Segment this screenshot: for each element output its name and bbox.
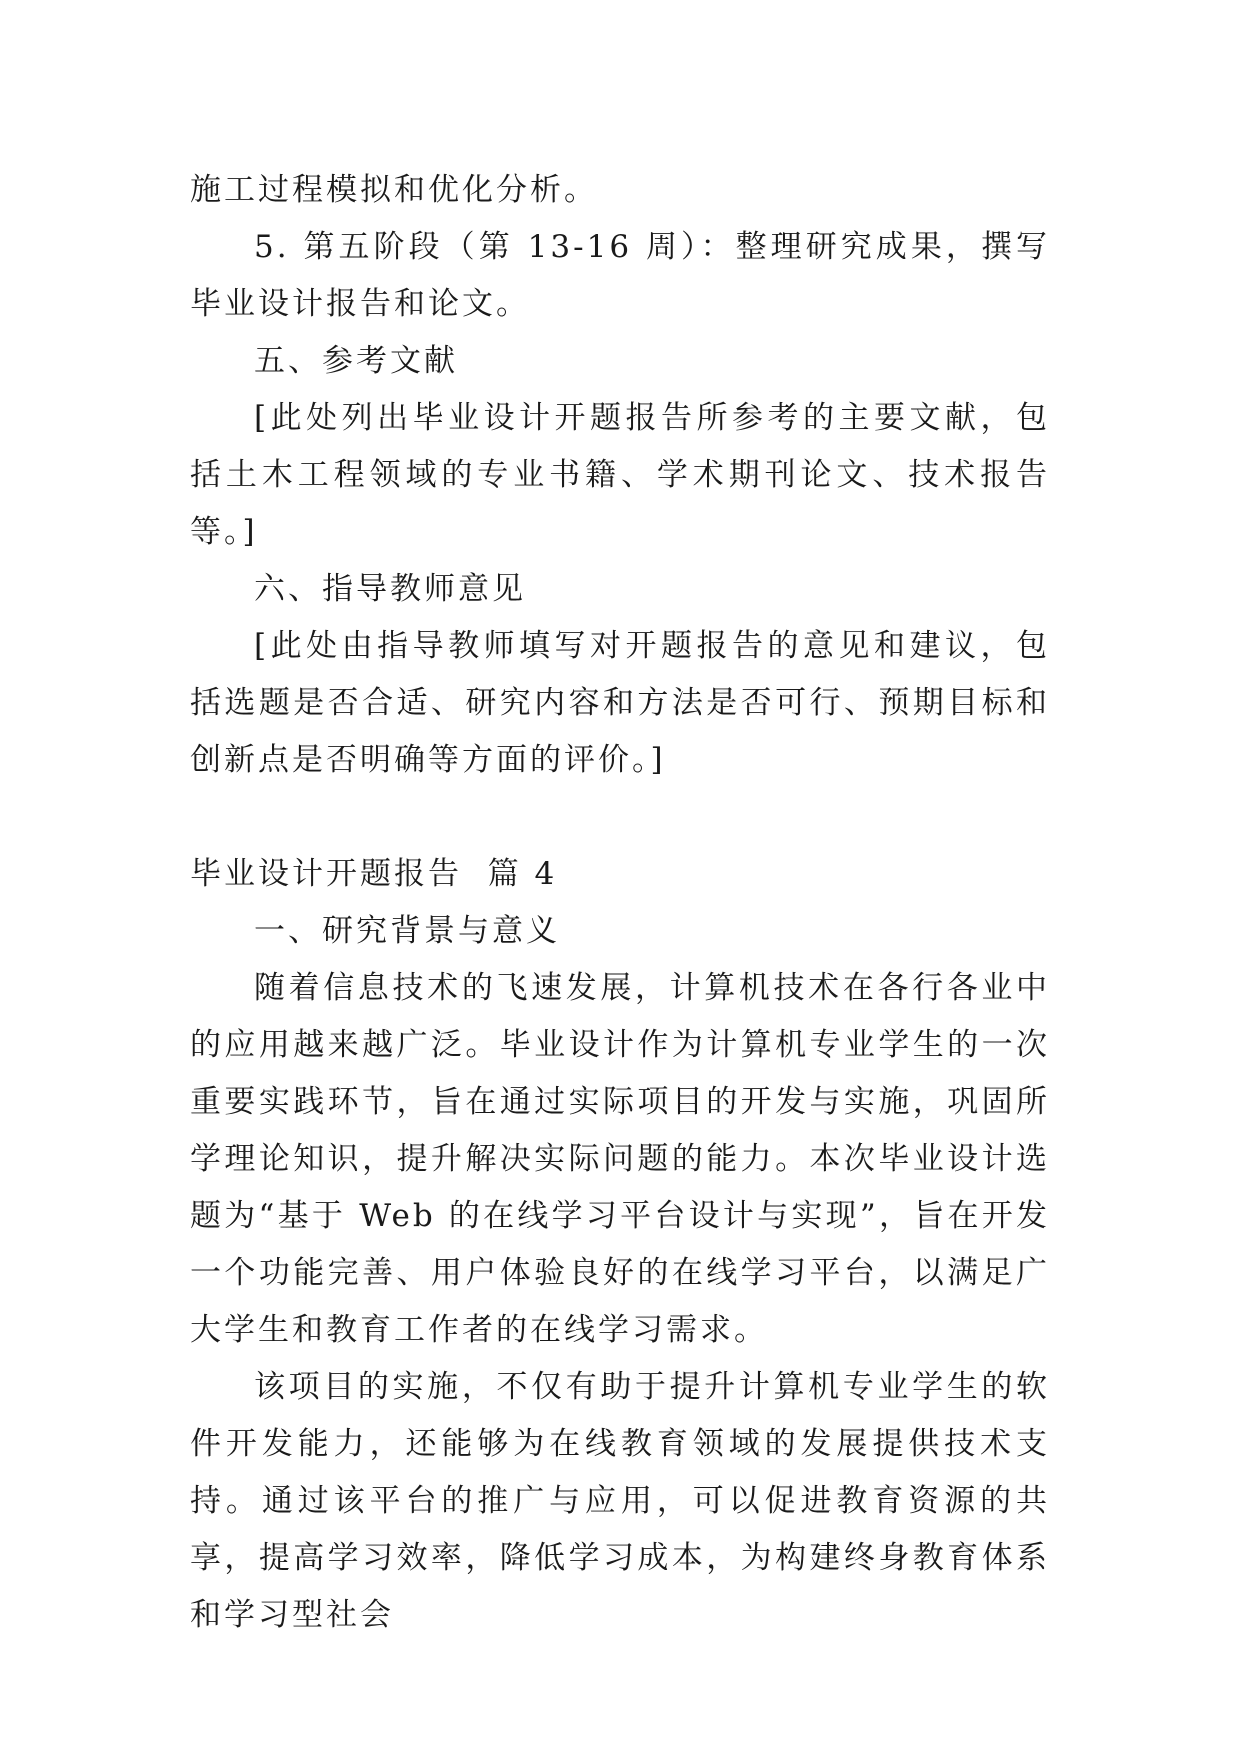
document-page bbox=[190, 162, 1050, 1644]
section-6-body: [此处由指导教师填写对开题报告的意见和建议，包括选题是否合适、研究内容和方法是否可行、预期目标和创新点是否明确等方面的评价。] bbox=[190, 628, 1050, 778]
section-5-heading: 五、参考文献 bbox=[254, 343, 458, 379]
section-spacer bbox=[190, 789, 1050, 846]
section-6-heading: 六、指导教师意见 bbox=[254, 571, 526, 607]
background-paragraph-1: 随着信息技术的飞速发展，计算机技术在各行各业中的应用越来越广泛。毕业设计作为计算机专业学生的一次重要实践环节，旨在通过实际项目的开发与实施，巩固所学理论知识，提升解决实际问题的能力。本次毕业设计选题为“基于 Web 的在线学习平台设计与实现”，旨在开发一个功能完善、用户体验良好的在线学习平台，以满足广大学生和教育工作者的在线学习需求。 bbox=[190, 970, 1050, 1348]
continued-text: 施工过程模拟和优化分析。 bbox=[190, 172, 598, 208]
section-1-heading: 一、研究背景与意义 bbox=[254, 913, 560, 949]
stage-5-item: 5. 第五阶段（第 13-16 周）：整理研究成果，撰写毕业设计报告和论文。 bbox=[190, 229, 1050, 322]
section-5-body: [此处列出毕业设计开题报告所参考的主要文献，包括土木工程领域的专业书籍、学术期刊论文、技术报告等。] bbox=[190, 400, 1050, 550]
report-title: 毕业设计开题报告 篇 4 bbox=[190, 856, 558, 892]
background-paragraph-2: 该项目的实施，不仅有助于提升计算机专业学生的软件开发能力，还能够为在线教育领域的发展提供技术支持。通过该平台的推广与应用，可以促进教育资源的共享，提高学习效率，降低学习成本，为构建终身教育体系和学习型社会 bbox=[190, 1369, 1050, 1633]
